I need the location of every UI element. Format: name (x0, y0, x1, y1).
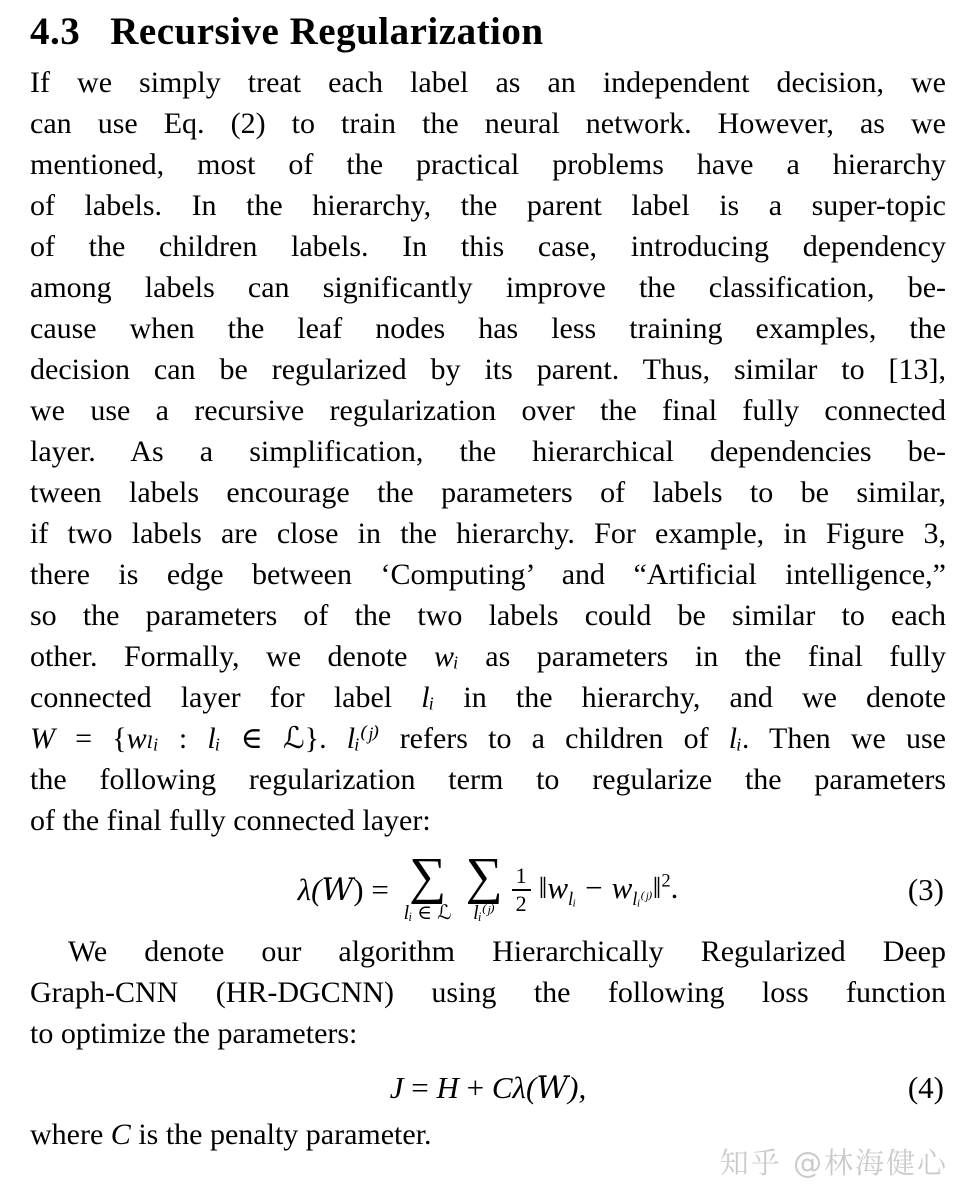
fraction-denominator: 2 (515, 891, 527, 917)
text-line (30, 931, 946, 972)
text-segment: mentioned, most of the practical problems have a hierarchy (30, 148, 946, 181)
text-line (30, 103, 946, 144)
text-segment: . Then we use (741, 722, 946, 755)
inline-math: lᵢ (421, 681, 435, 714)
equation-4-formula (390, 1070, 587, 1106)
paragraph-1 (30, 62, 946, 841)
period: . (670, 869, 679, 905)
text-line (30, 718, 946, 759)
text-segment: if two labels are close in the hierarchy. For example, in Figure 3, (30, 517, 946, 550)
text-line (30, 800, 946, 841)
text-segment: = { (55, 722, 127, 755)
text-line (30, 349, 946, 390)
text-segment: of the final fully connected layer: (30, 804, 431, 837)
text-segment: If we simply treat each label as an independent decision, we (30, 66, 946, 99)
text-segment: refers to a children of (379, 722, 729, 755)
close-paren-comma: ), (568, 1070, 587, 1106)
inline-math: lᵢ⁽ʲ⁾ (346, 722, 380, 755)
text-line (30, 759, 946, 800)
section-title: Recursive Regularization (110, 10, 544, 53)
text-segment: of labels. In the hierarchy, the parent label is a super-topic (30, 189, 946, 222)
text-segment: : (158, 722, 208, 755)
text-line (30, 636, 946, 677)
text-line (30, 595, 946, 636)
minus-sign: − (585, 869, 603, 905)
text-segment: in the hierarchy, and we denote (434, 681, 946, 714)
sum-operator-inner (465, 848, 503, 925)
sigma-symbol: ∑ (465, 848, 503, 905)
text-line (30, 308, 946, 349)
text-segment: other. Formally, we denote (30, 640, 434, 673)
inline-math: C (110, 1118, 131, 1152)
text-segment: connected layer for label (30, 681, 422, 714)
script-w: W (536, 1070, 569, 1107)
inline-math: lᵢ (207, 722, 221, 755)
weight-w1: w (547, 869, 568, 905)
equation-4-tag: (4) (907, 1070, 944, 1106)
equals-sign: ) = (353, 872, 397, 908)
text-line (30, 972, 946, 1013)
text-line (30, 185, 946, 226)
paragraph-2 (30, 931, 946, 1054)
text-line (30, 1013, 946, 1054)
norm-open: ‖ (538, 869, 548, 905)
loss-H: H (436, 1070, 459, 1106)
section-number: 4.3 (30, 10, 81, 53)
text-segment: We denote our algorithm Hierarchically Regularized Deep (68, 935, 946, 969)
text-line (30, 677, 946, 718)
equation-4 (30, 1070, 946, 1106)
plus-sign: + (458, 1070, 492, 1106)
sum-limit-outer: lᵢ ∈ ℒ (403, 902, 452, 925)
equation-3-formula (297, 848, 679, 925)
watermark: 知乎 @林海健心 (719, 1146, 948, 1180)
text-line (30, 144, 946, 185)
text-line (30, 472, 946, 513)
equation-3 (30, 848, 946, 925)
text-segment: among labels can significantly improve the classification, be- (30, 271, 946, 304)
text-segment: is the penalty parameter. (130, 1118, 432, 1152)
norm-term (539, 870, 679, 911)
text-line (30, 513, 946, 554)
inline-math: lᵢ (728, 722, 742, 755)
text-segment: ∈ ℒ}. (220, 722, 347, 755)
norm-close: ‖ (652, 869, 662, 905)
text-segment: can use Eq. (2) to train the neural network. However, as we (30, 107, 946, 140)
inline-math: wₗᵢ (126, 722, 159, 755)
text-segment: to optimize the parameters: (30, 1017, 358, 1051)
squared-exponent: 2 (661, 870, 671, 892)
weight-w2: w (611, 869, 633, 905)
text-segment: so the parameters of the two labels could be similar to each (30, 599, 946, 632)
text-segment: we use a recursive regularization over the final fully connected (30, 394, 946, 427)
script-w: W (321, 872, 354, 909)
sum-operator-outer (403, 848, 452, 925)
loss-J: J (389, 1070, 404, 1106)
text-segment: of the children labels. In this case, introducing dependency (30, 230, 946, 263)
text-line (30, 267, 946, 308)
sum-limit-inner: lᵢ⁽ʲ⁾ (473, 902, 495, 925)
text-segment: decision can be regularized by its parent. Thus, similar to [13], (30, 353, 946, 386)
text-line (30, 62, 946, 103)
equation-3-tag: (3) (907, 872, 944, 908)
text-segment: there is edge between ‘Computing’ and “Artificial intelligence,” (30, 558, 946, 591)
equals-sign: = (403, 1070, 437, 1106)
penalty-C-lambda: Cλ( (491, 1070, 537, 1106)
text-line (30, 226, 946, 267)
text-line (30, 390, 946, 431)
text-segment: as parameters in the final fully (458, 640, 946, 673)
text-segment: Graph-CNN (HR-DGCNN) using the following loss function (30, 976, 946, 1010)
fraction-one-half (512, 863, 531, 918)
w2-subscript: lᵢ⁽ʲ⁾ (632, 888, 653, 910)
text-segment: the following regularization term to regularize the parameters (30, 763, 946, 796)
text-segment: layer. As a simplification, the hierarchical dependencies be- (30, 435, 946, 468)
section-heading (30, 8, 946, 55)
text-segment: where (30, 1118, 111, 1152)
fraction-numerator: 1 (512, 863, 531, 891)
text-segment: cause when the leaf nodes has less training examples, the (30, 312, 946, 345)
lambda-symbol: λ( (297, 872, 322, 908)
inline-math: wᵢ (434, 640, 459, 673)
text-line (30, 431, 946, 472)
text-line (30, 554, 946, 595)
text-segment: tween labels encourage the parameters of labels to be similar, (30, 476, 946, 509)
w1-subscript: lᵢ (568, 888, 577, 910)
inline-math: W (30, 722, 55, 755)
sigma-symbol: ∑ (409, 848, 447, 905)
